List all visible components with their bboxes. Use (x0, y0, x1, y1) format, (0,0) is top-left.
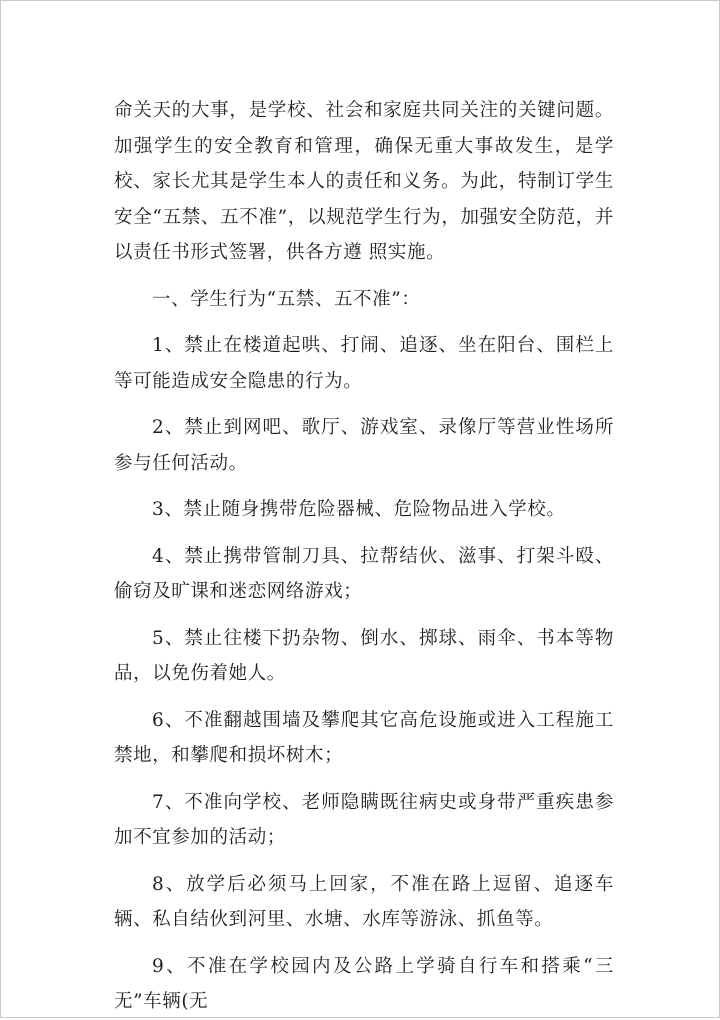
list-item: 6、不准翻越围墙及攀爬其它高危设施或进入工程施工禁地，和攀爬和损坏树木； (114, 709, 614, 766)
list-item: 5、禁止往楼下扔杂物、倒水、掷球、雨伞、书本等物品，以免伤着她人。 (114, 627, 614, 684)
list-item: 1、禁止在楼道起哄、打闹、追逐、坐在阳台、围栏上 等可能造成安全隐患的行为。 (114, 335, 614, 392)
list-item: 3、禁止随身携带危险器械、危险物品进入学校。 (152, 499, 566, 520)
document-body (114, 93, 614, 1020)
section-heading: 一、学生行为“五禁、五不准”： (152, 288, 421, 310)
list-item: 4、禁止携带管制刀具、拉帮结伙、滋事、打架斗殴、偷窃及旷课和迷恋网络游戏； (114, 545, 614, 602)
intro-paragraph: 命关天的大事，是学校、社会和家庭共同关注的关键问题。加强学生的安全教育和管理，确保无重大事故发生，是学校、家长尤其是学生本人的责任和义务。为此，特制订学生安全“五禁、五不准”，以规范学生行为，加强安全防范，并以责任书形式签署，供各方遵 照实施。 (114, 100, 614, 263)
list-item: 7、不准向学校、老师隐瞒既往病史或身带严重疾患参加不宜参加的活动； (114, 791, 614, 848)
list-item: 9、不准在学校园内及公路上学骑自行车和搭乘“三无”车辆(无 (114, 955, 614, 1012)
list-item: 2、禁止到网吧、歌厅、游戏室、录像厅等营业性场所参与任何活动。 (114, 417, 614, 474)
list-item: 8、放学后必须马上回家，不准在路上逗留、追逐车辆、私自结伙到河里、水塘、水库等游泳、抓鱼等。 (114, 873, 614, 930)
